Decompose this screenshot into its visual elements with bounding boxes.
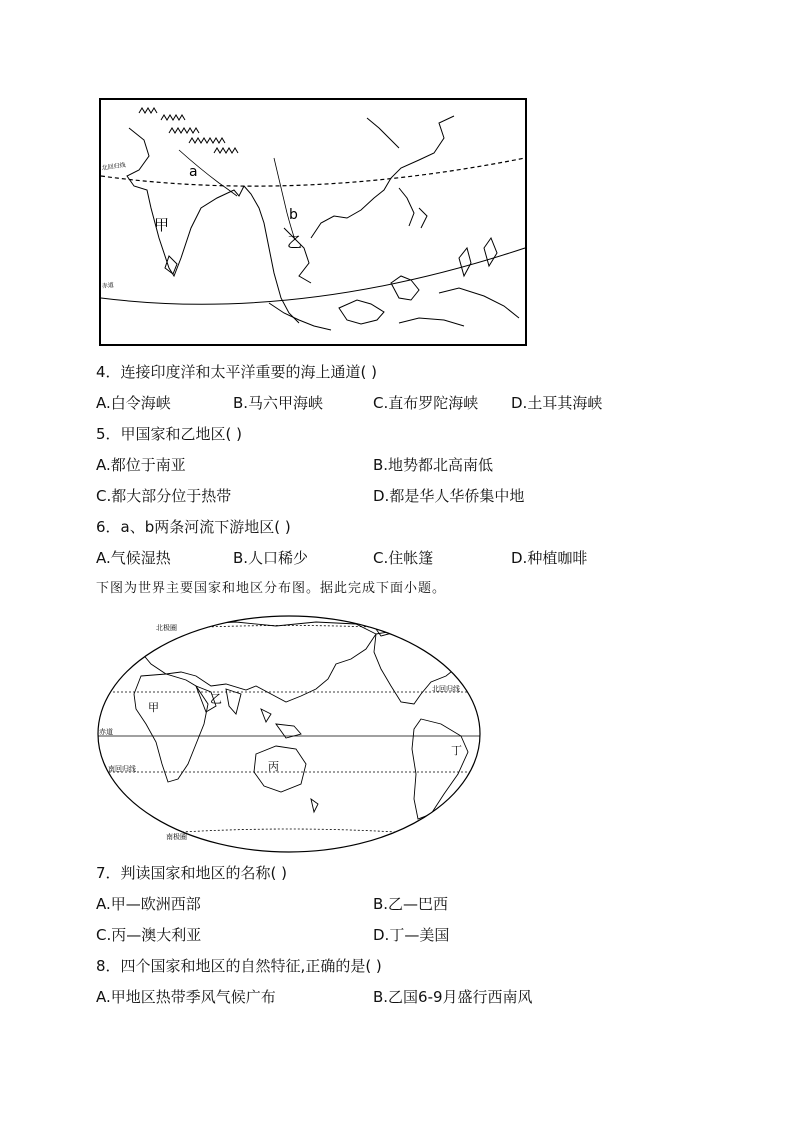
q5-option-c[interactable]: C.都大部分位于热带 [96,487,232,505]
tropic-n-label: 北回归线 [432,685,460,693]
tropic-s-label: 南回归线 [108,765,136,773]
section-intro: 下图为世界主要国家和地区分布图。据此完成下面小题。 [96,581,447,596]
antarctic-label: 南极圈 [166,833,187,841]
q4-option-b[interactable]: B.马六甲海峡 [233,394,324,412]
equator-label-2: 赤道 [99,728,113,736]
country-yi-label: 乙 [210,692,223,706]
q5-option-a[interactable]: A.都位于南亚 [96,456,186,474]
question-7-stem: 7．判读国家和地区的名称( ) [96,864,288,882]
q4-option-d[interactable]: D.土耳其海峡 [511,394,603,412]
arctic-label: 北极圈 [156,624,177,632]
question-8-stem: 8．四个国家和地区的自然特征,正确的是( ) [96,957,382,975]
q4-option-c[interactable]: C.直布罗陀海峡 [373,394,479,412]
q6-option-a[interactable]: A.气候湿热 [96,549,171,567]
equator-label: 赤道 [101,281,115,290]
q7-option-b[interactable]: B.乙—巴西 [373,895,449,913]
q4-option-a[interactable]: A.白令海峡 [96,394,171,412]
q8-option-a[interactable]: A.甲地区热带季风气候广布 [96,988,276,1006]
q6-option-c[interactable]: C.住帐篷 [373,549,434,567]
q5-option-d[interactable]: D.都是华人华侨集中地 [373,487,525,505]
country-bing-label: 丙 [268,760,279,773]
q7-option-d[interactable]: D.丁—美国 [373,926,450,944]
country-ding-label: 丁 [451,744,462,757]
question-4-stem: 4．连接印度洋和太平洋重要的海上通道( ) [96,363,378,381]
world-map [96,614,482,854]
q8-option-b[interactable]: B.乙国6-9月盛行西南风 [373,988,533,1006]
question-6-stem: 6．a、b两条河流下游地区( ) [96,518,291,536]
region-yi-label: 乙 [287,233,303,251]
q6-option-d[interactable]: D.种植咖啡 [511,549,588,567]
river-a-label: a [189,164,198,180]
country-jia-label: 甲 [154,216,170,234]
river-b-label: b [289,207,298,223]
south-asia-map [99,98,527,346]
q6-option-b[interactable]: B.人口稀少 [233,549,309,567]
tropic-label: 北回归线 [101,161,127,172]
q7-option-c[interactable]: C.丙—澳大利亚 [96,926,202,944]
q5-option-b[interactable]: B.地势都北高南低 [373,456,494,474]
region-jia-label: 甲 [148,701,159,714]
question-5-stem: 5．甲国家和乙地区( ) [96,425,243,443]
q7-option-a[interactable]: A.甲—欧洲西部 [96,895,201,913]
